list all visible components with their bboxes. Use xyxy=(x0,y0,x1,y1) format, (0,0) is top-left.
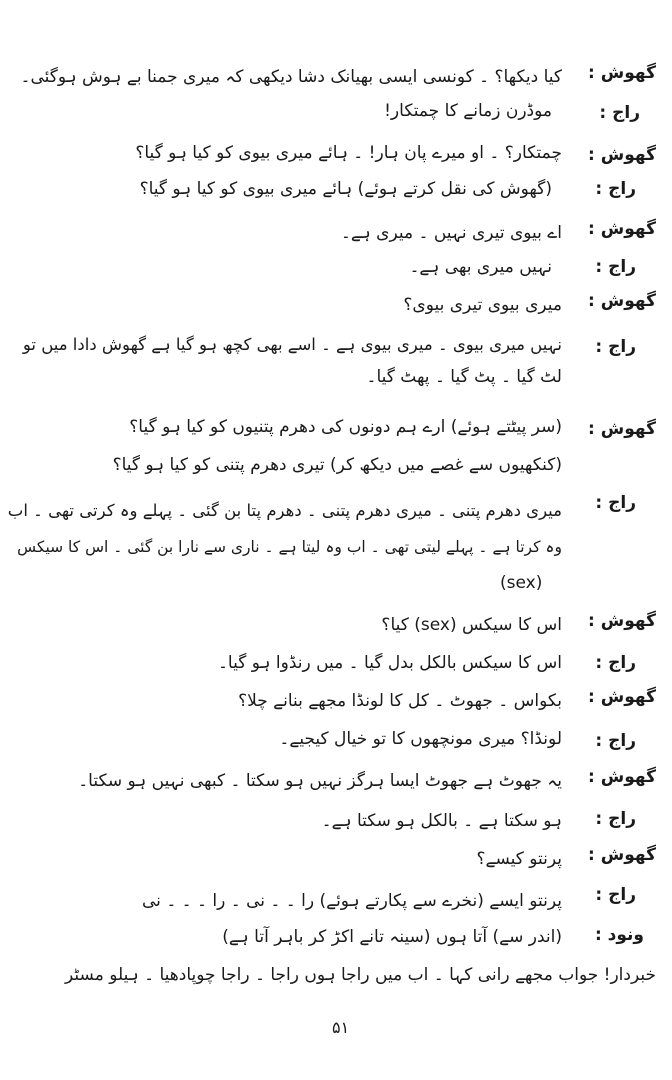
speaker-raj: راج : xyxy=(595,179,636,199)
dialogue-line: پرنتو کیسے؟ xyxy=(476,849,562,869)
dialogue-line: میری بیوی تیری بیوی؟ xyxy=(403,295,562,315)
dialogue-line: بکواس ۔ جھوٹ ۔ کل کا لونڈا مجھے بنانے چلا؟ xyxy=(238,691,562,711)
dialogue-line: چمتکار؟ ۔ او میرے پان ہار! ۔ ہائے میری بیوی کو کیا ہو گیا؟ xyxy=(135,143,562,163)
dialogue-line: یہ جھوٹ ہے جھوٹ ایسا ہرگز نہیں ہو سکتا ۔ کبھی نہیں ہو سکتا۔ xyxy=(78,771,562,791)
dialogue-line: میری دھرم پتنی ۔ میری دھرم پتنی ۔ دھرم پتا بن گئی ۔ پہلے وہ کرتی تھی ۔ اب xyxy=(7,501,562,520)
speaker-ghosh: گھوش : xyxy=(588,419,656,439)
speaker-raj: راج : xyxy=(595,731,636,751)
speaker-ghosh: گھوش : xyxy=(588,63,656,83)
speaker-raj: راج : xyxy=(595,257,636,277)
speaker-raj: راج : xyxy=(595,493,636,513)
speaker-vinod: ونود : xyxy=(594,925,644,945)
dialogue-line: (گھوش کی نقل کرتے ہوئے) ہائے میری بیوی کو کیا ہو گیا؟ xyxy=(139,179,552,199)
dialogue-line: لٹ گیا ۔ پٹ گیا ۔ پھٹ گیا۔ xyxy=(366,367,562,387)
dialogue-line: کیا دیکھا؟ ۔ کونسی ایسی بھیانک دشا دیکھی کہ میری جمنا بے ہوش ہوگئی۔ xyxy=(20,67,562,87)
dialogue-line: پرنتو ایسے (نخرے سے پکارتے ہوئے) را ۔ ۔ نی ۔ را ۔ ۔ ۔ نی xyxy=(142,891,562,911)
speaker-ghosh: گھوش : xyxy=(588,687,656,707)
dialogue-line: خبردار! جواب مجھے رانی کہا ۔ اب میں راجا ہوں راجا ۔ راجا چوپادھیا ۔ ہیلو مسٹر xyxy=(65,965,656,985)
speaker-ghosh: گھوش : xyxy=(588,145,656,165)
dialogue-line: لونڈا؟ میری مونچھوں کا تو خیال کیجیے۔ xyxy=(279,729,562,749)
dialogue-line-sex: (sex) xyxy=(500,573,543,593)
speaker-ghosh: گھوش : xyxy=(588,291,656,311)
dialogue-line: اے بیوی تیری نہیں ۔ میری ہے۔ xyxy=(340,223,562,243)
page-number: ۵۱ xyxy=(332,1018,350,1037)
speaker-raj: راج : xyxy=(595,337,636,357)
speaker-ghosh: گھوش : xyxy=(588,845,656,865)
dialogue-line: موڈرن زمانے کا چمتکار! xyxy=(384,101,552,121)
dialogue-line: (اندر سے) آتا ہوں (سینہ تانے اکڑ کر باہر آتا ہے) xyxy=(222,927,562,947)
speaker-raj: راج : xyxy=(595,809,636,829)
speaker-raj: راج : xyxy=(599,103,640,123)
dialogue-line: نہیں میری بھی ہے۔ xyxy=(409,257,552,277)
dialogue-line: (سر پیٹتے ہوئے) ارے ہم دونوں کی دھرم پتنیوں کو کیا ہو گیا؟ xyxy=(129,417,562,437)
speaker-raj: راج : xyxy=(595,885,636,905)
dialogue-line: (کنکھیوں سے غصے میں دیکھ کر) تیری دھرم پتنی کو کیا ہو گیا؟ xyxy=(112,455,562,475)
speaker-raj: راج : xyxy=(595,653,636,673)
dialogue-line: اس کا سیکس بالکل بدل گیا ۔ میں رنڈوا ہو گیا۔ xyxy=(217,653,562,673)
dialogue-line: وہ کرتا ہے ۔ پہلے لیتی تھی ۔ اب وہ لیتا ہے ۔ ناری سے نارا بن گئی ۔ اس کا سیکس xyxy=(17,538,562,556)
speaker-ghosh: گھوش : xyxy=(588,767,656,787)
dialogue-line: اس کا سیکس (sex) کیا؟ xyxy=(381,615,562,635)
dialogue-line: ہو سکتا ہے ۔ بالکل ہو سکتا ہے۔ xyxy=(321,811,562,831)
speaker-ghosh: گھوش : xyxy=(588,611,656,631)
dialogue-line: نہیں میری بیوی ۔ میری بیوی ہے ۔ اسے بھی کچھ ہو گیا ہے گھوش دادا میں تو xyxy=(22,335,562,354)
speaker-ghosh: گھوش : xyxy=(588,219,656,239)
